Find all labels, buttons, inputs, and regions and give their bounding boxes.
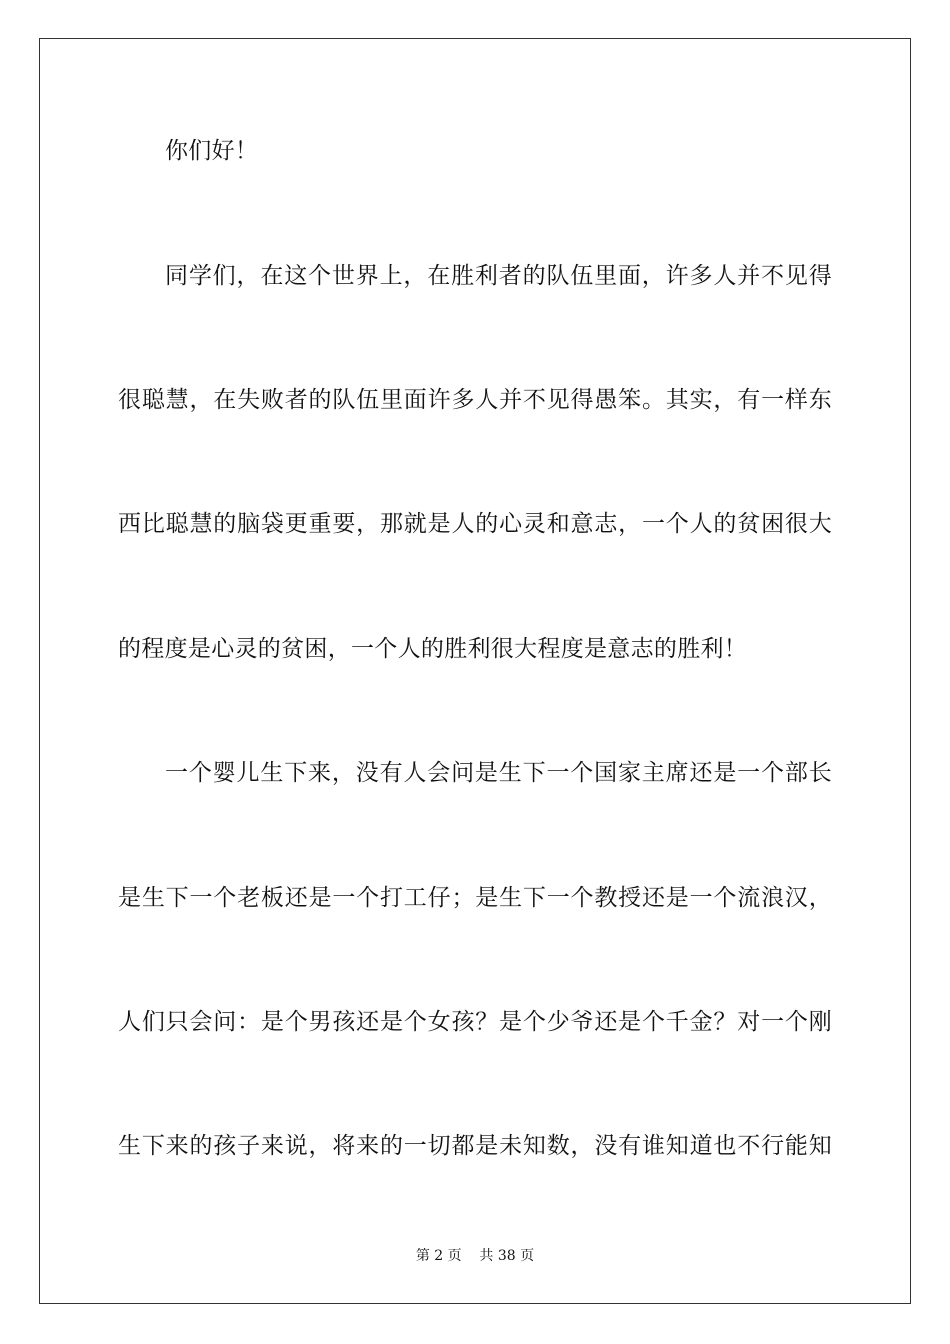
paragraph-1-line-4: 的程度是心灵的贫困，一个人的胜利很大程度是意志的胜利！ xyxy=(118,636,748,662)
paragraph-2-line-3: 人们只会问：是个男孩还是个女孩？是个少爷还是个千金？对一个刚 xyxy=(118,1009,832,1035)
page-border xyxy=(39,38,911,1304)
paragraph-1-line-1: 同学们，在这个世界上，在胜利者的队伍里面，许多人并不见得 xyxy=(165,263,832,289)
paragraph-2-line-4: 生下来的孩子来说，将来的一切都是未知数，没有谁知道也不行能知 xyxy=(118,1133,832,1159)
paragraph-1-line-3: 西比聪慧的脑袋更重要，那就是人的心灵和意志，一个人的贫困很大 xyxy=(118,511,832,537)
paragraph-2-line-2: 是生下一个老板还是一个打工仔；是生下一个教授还是一个流浪汉， xyxy=(118,885,832,911)
paragraph-2-line-1: 一个婴儿生下来，没有人会问是生下一个国家主席还是一个部长 xyxy=(165,760,832,786)
paragraph-1-line-2: 很聪慧，在失败者的队伍里面许多人并不见得愚笨。其实，有一样东 xyxy=(118,387,832,413)
page-number-footer: 第 2 页 共 38 页 xyxy=(415,1248,535,1264)
paragraph-greeting: 你们好！ xyxy=(165,138,259,164)
